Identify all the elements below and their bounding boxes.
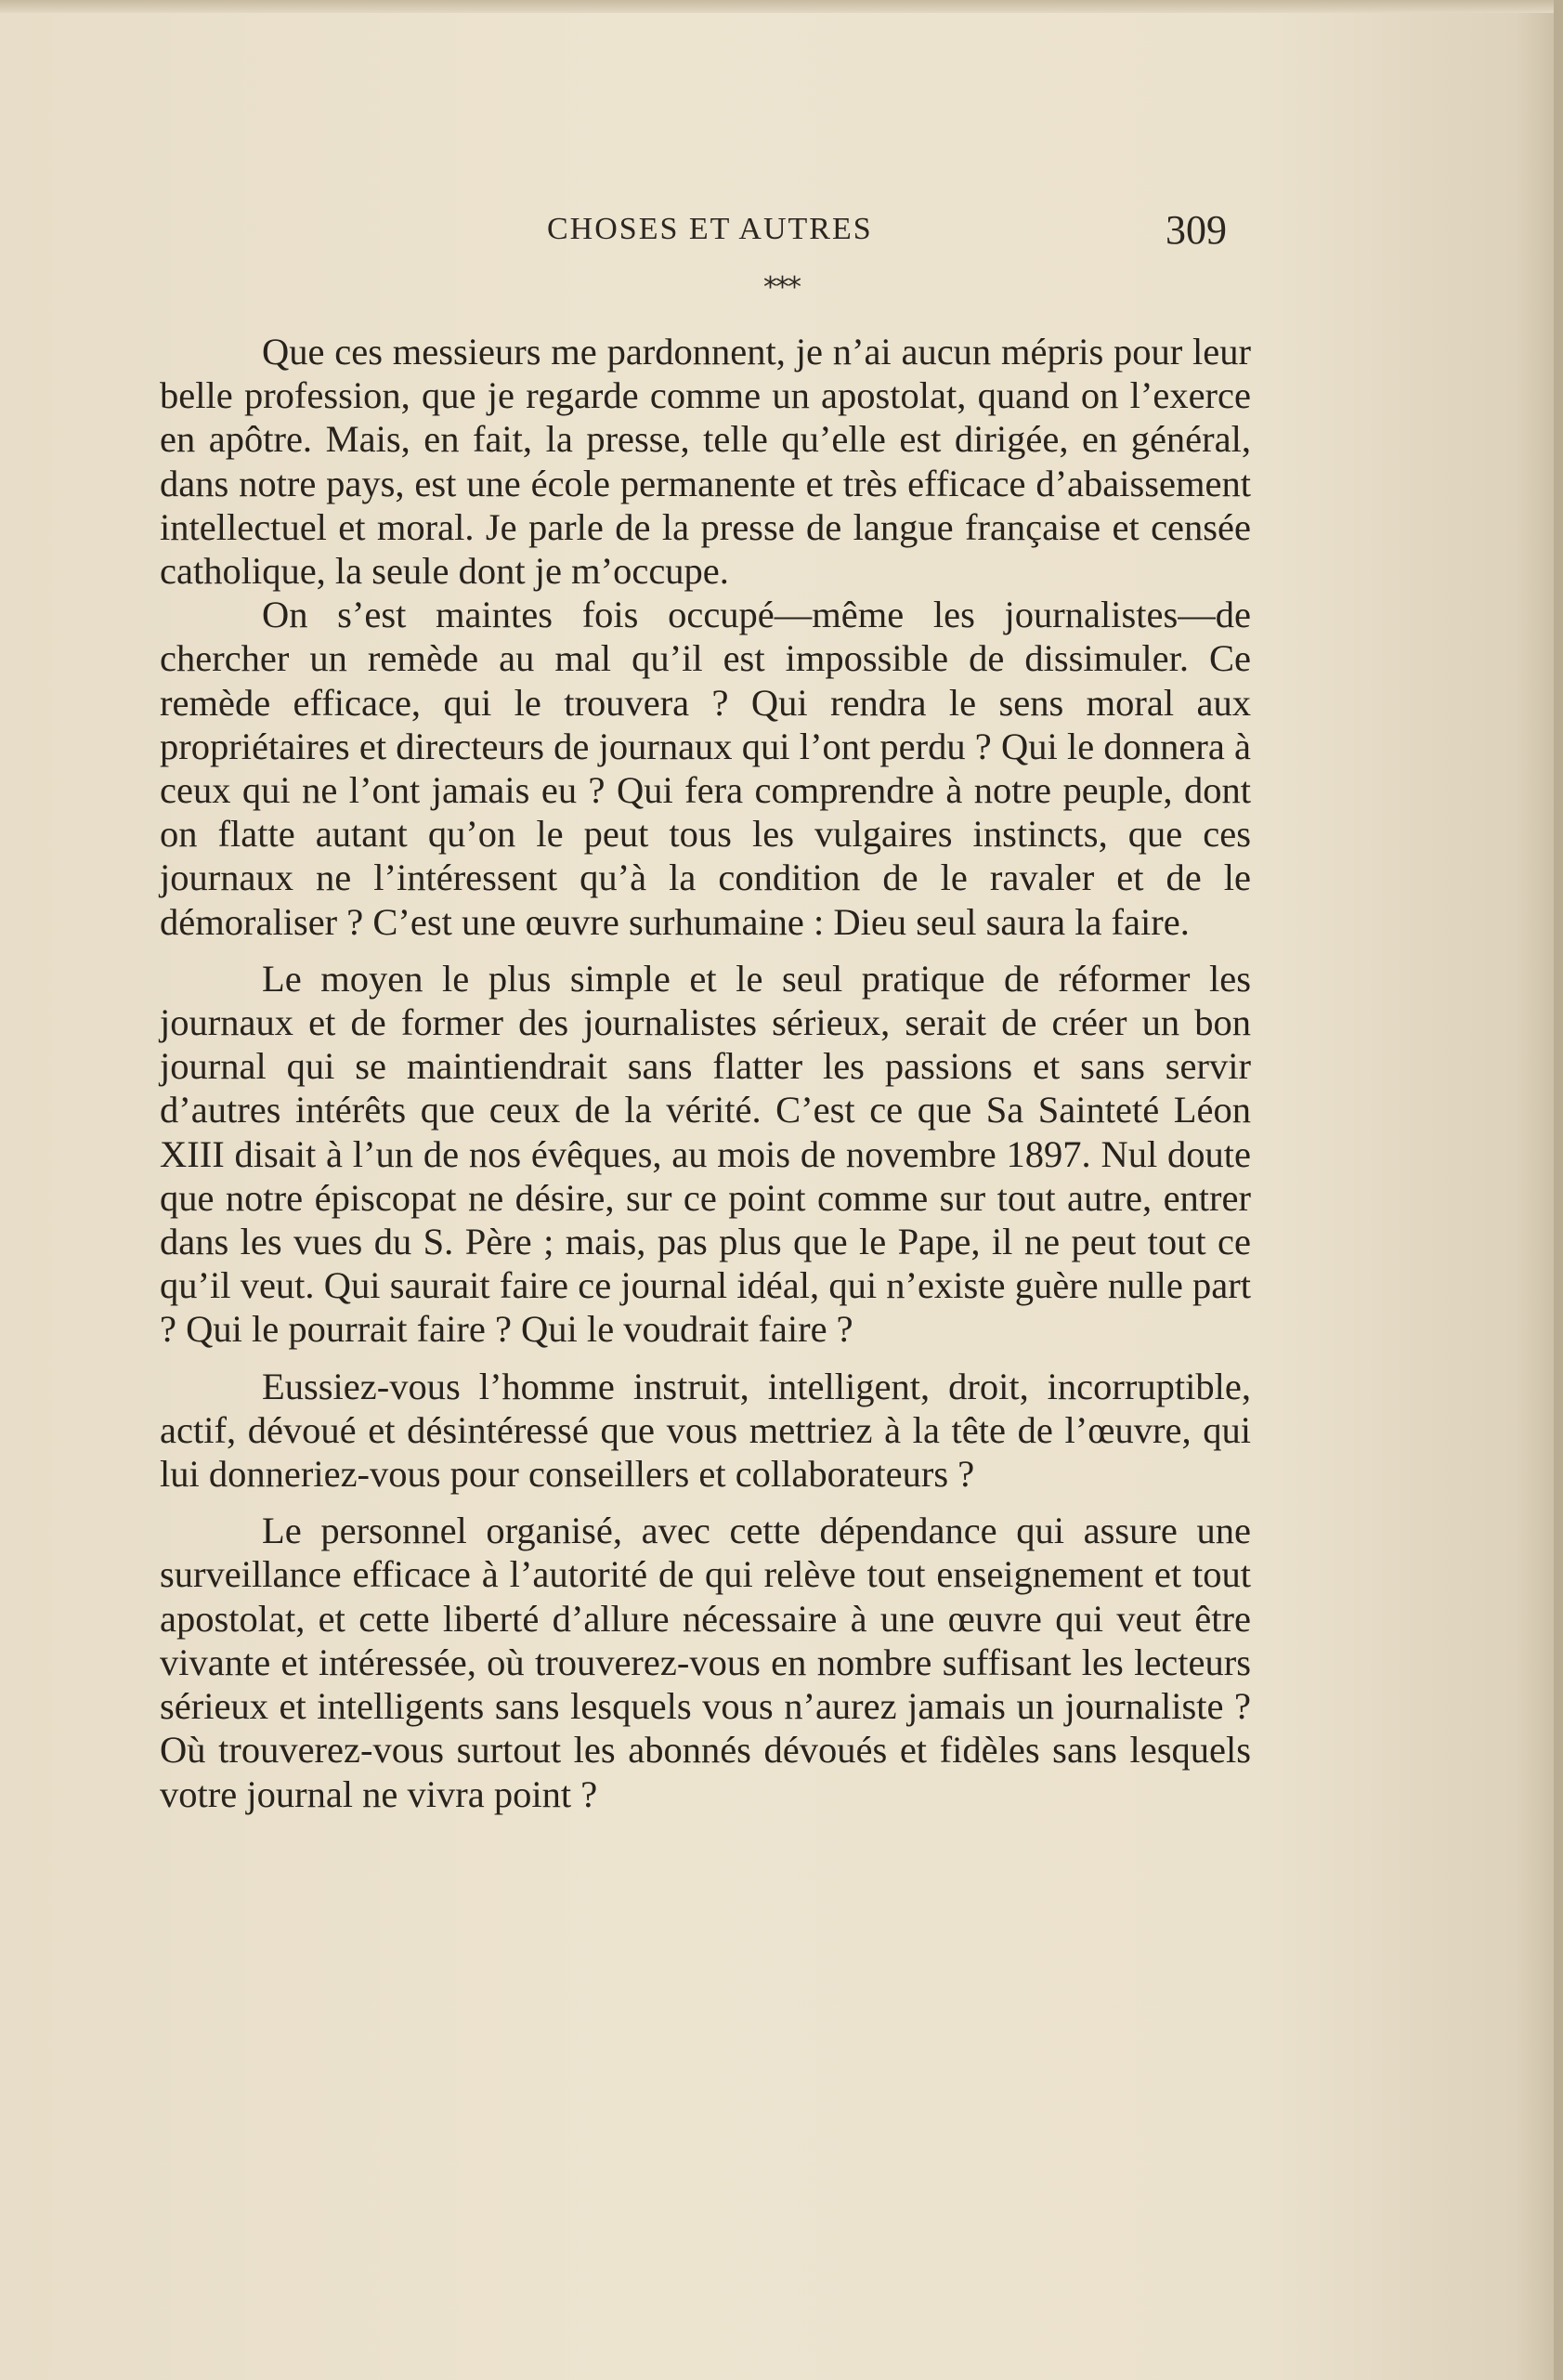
section-separator: *** — [763, 271, 800, 304]
running-head: CHOSES ET AUTRES — [547, 212, 873, 246]
page-top-edge — [0, 0, 1563, 13]
page-right-edge — [1554, 0, 1563, 2380]
paragraph: Eussiez-vous l’homme instruit, intelligent, droit, incorruptible, actif, dévoué et désintéressé que vous mettriez à la tête de l’œuvre, qui lui donneriez-vous pour conseillers et collaborateurs ? — [160, 1365, 1251, 1496]
paragraph: Que ces messieurs me pardonnent, je n’ai aucun mépris pour leur belle profession, que je regarde comme un apostolat, quand on l’exerce en apôtre. Mais, en fait, la presse, telle qu’elle est dirigée, en général, dans notre pays, est une école permanente et très efficace d’abaissement intellectuel et moral. Je parle de la presse de langue française et censée catholique, la seule dont je m’occupe. — [160, 331, 1251, 593]
paragraph: On s’est maintes fois occupé—même les journalistes—de chercher un remède au mal qu’il est impossible de dissimuler. Ce remède efficace, qui le trouvera ? Qui rendra le sens moral aux propriétaires et directeurs de journaux qui l’ont perdu ? Qui le donnera à ceux qui ne l’ont jamais eu ? Qui fera comprendre à notre peuple, dont on flatte autant qu’on le peut tous les vulgaires instincts, que ces journaux ne l’intéressent qu’à la condition de le ravaler et de le démoraliser ? C’est une œuvre surhumaine : Dieu seul saura la faire. — [160, 594, 1251, 943]
body-text — [160, 330, 1251, 1816]
paragraph: Le moyen le plus simple et le seul pratique de réformer les journaux et de former des journalistes sérieux, serait de créer un bon journal qui se maintiendrait sans flatter les passions et sans servir d’autres intérêts que ceux de la vérité. C’est ce que Sa Sainteté Léon XIII disait à l’un de nos évêques, au mois de novembre 1897. Nul doute que notre épiscopat ne désire, sur ce point comme sur tout autre, entrer dans les vues du S. Père ; mais, pas plus que le Pape, il ne peut tout ce qu’il veut. Qui saurait faire ce journal idéal, qui n’existe guère nulle part ? Qui le pourrait faire ? Qui le voudrait faire ? — [160, 957, 1251, 1351]
paragraph: Le personnel organisé, avec cette dépendance qui assure une surveillance efficace à l’autorité de qui relève tout enseignement et tout apostolat, et cette liberté d’allure nécessaire à une œuvre qui veut être vivante et intéressée, où trouverez-vous en nombre suffisant les lecteurs sérieux et intelligents sans lesquels vous n’aurez jamais un journaliste ? Où trouverez-vous surtout les abonnés dévoués et fidèles sans lesquels votre journal ne vivra point ? — [160, 1510, 1251, 1815]
page-header — [0, 206, 1563, 262]
page-number: 309 — [1166, 207, 1227, 253]
